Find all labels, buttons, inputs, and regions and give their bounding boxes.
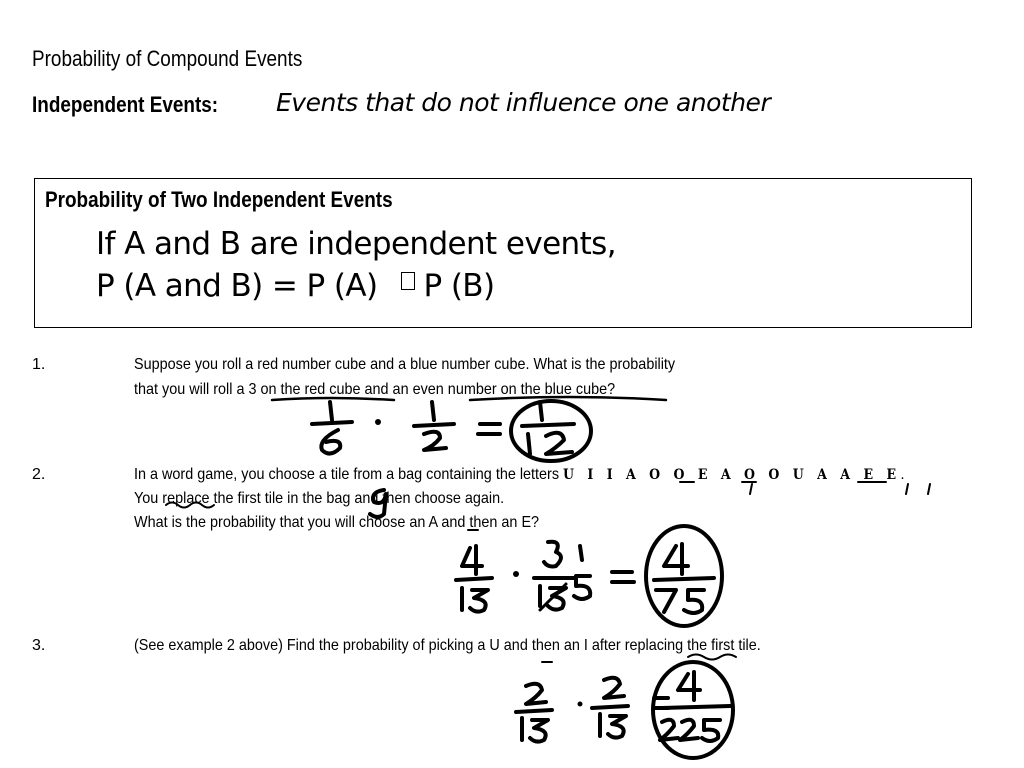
question-3-number: 3. <box>32 637 46 654</box>
rule-line-2 <box>96 268 494 304</box>
rule-box-title: Probability of Two Independent Events <box>45 187 393 212</box>
question-1-line-2: that you will roll a 3 on the red cube and an even number on the blue cube? <box>134 381 616 398</box>
q2-handwritten-work <box>456 526 722 626</box>
question-2-line-1-end: . <box>900 466 905 483</box>
question-2-number: 2. <box>32 466 46 483</box>
rule-line-1: If A and B are independent events, <box>96 226 616 262</box>
question-1-line-1: Suppose you roll a red number cube and a blue number cube. What is the probability <box>134 356 676 373</box>
question-2-line-1 <box>134 466 905 484</box>
question-3-line-1: (See example 2 above) Find the probability of picking a U and then an I after replacing the first tile. <box>134 637 761 654</box>
q3-handwritten-work <box>516 662 733 758</box>
independent-events-label: Independent Events: <box>32 92 219 117</box>
rule-line-2-right: P (B) <box>423 268 495 304</box>
q3-squiggle-replacing <box>688 655 736 660</box>
question-2-line-1-text: In a word game, you choose a tile from a bag containing the letters <box>134 466 564 483</box>
question-2-line-3: What is the probability that you will choose an A and then an E? <box>134 514 540 531</box>
q1-handwritten-work <box>312 401 591 461</box>
letter-tiles: U I I A O O E A O O U A A E E <box>563 467 901 483</box>
q2-tick-marks <box>750 484 930 494</box>
document-title: Probability of Compound Events <box>32 46 303 71</box>
independent-events-definition: Events that do not influence one another <box>276 88 771 117</box>
rule-line-2-left: P (A and B) = P (A) <box>96 268 378 304</box>
multiplication-symbol-icon <box>401 272 415 290</box>
question-1-number: 1. <box>32 356 46 373</box>
question-2-line-2: You replace the first tile in the bag and then choose again. <box>134 490 505 507</box>
